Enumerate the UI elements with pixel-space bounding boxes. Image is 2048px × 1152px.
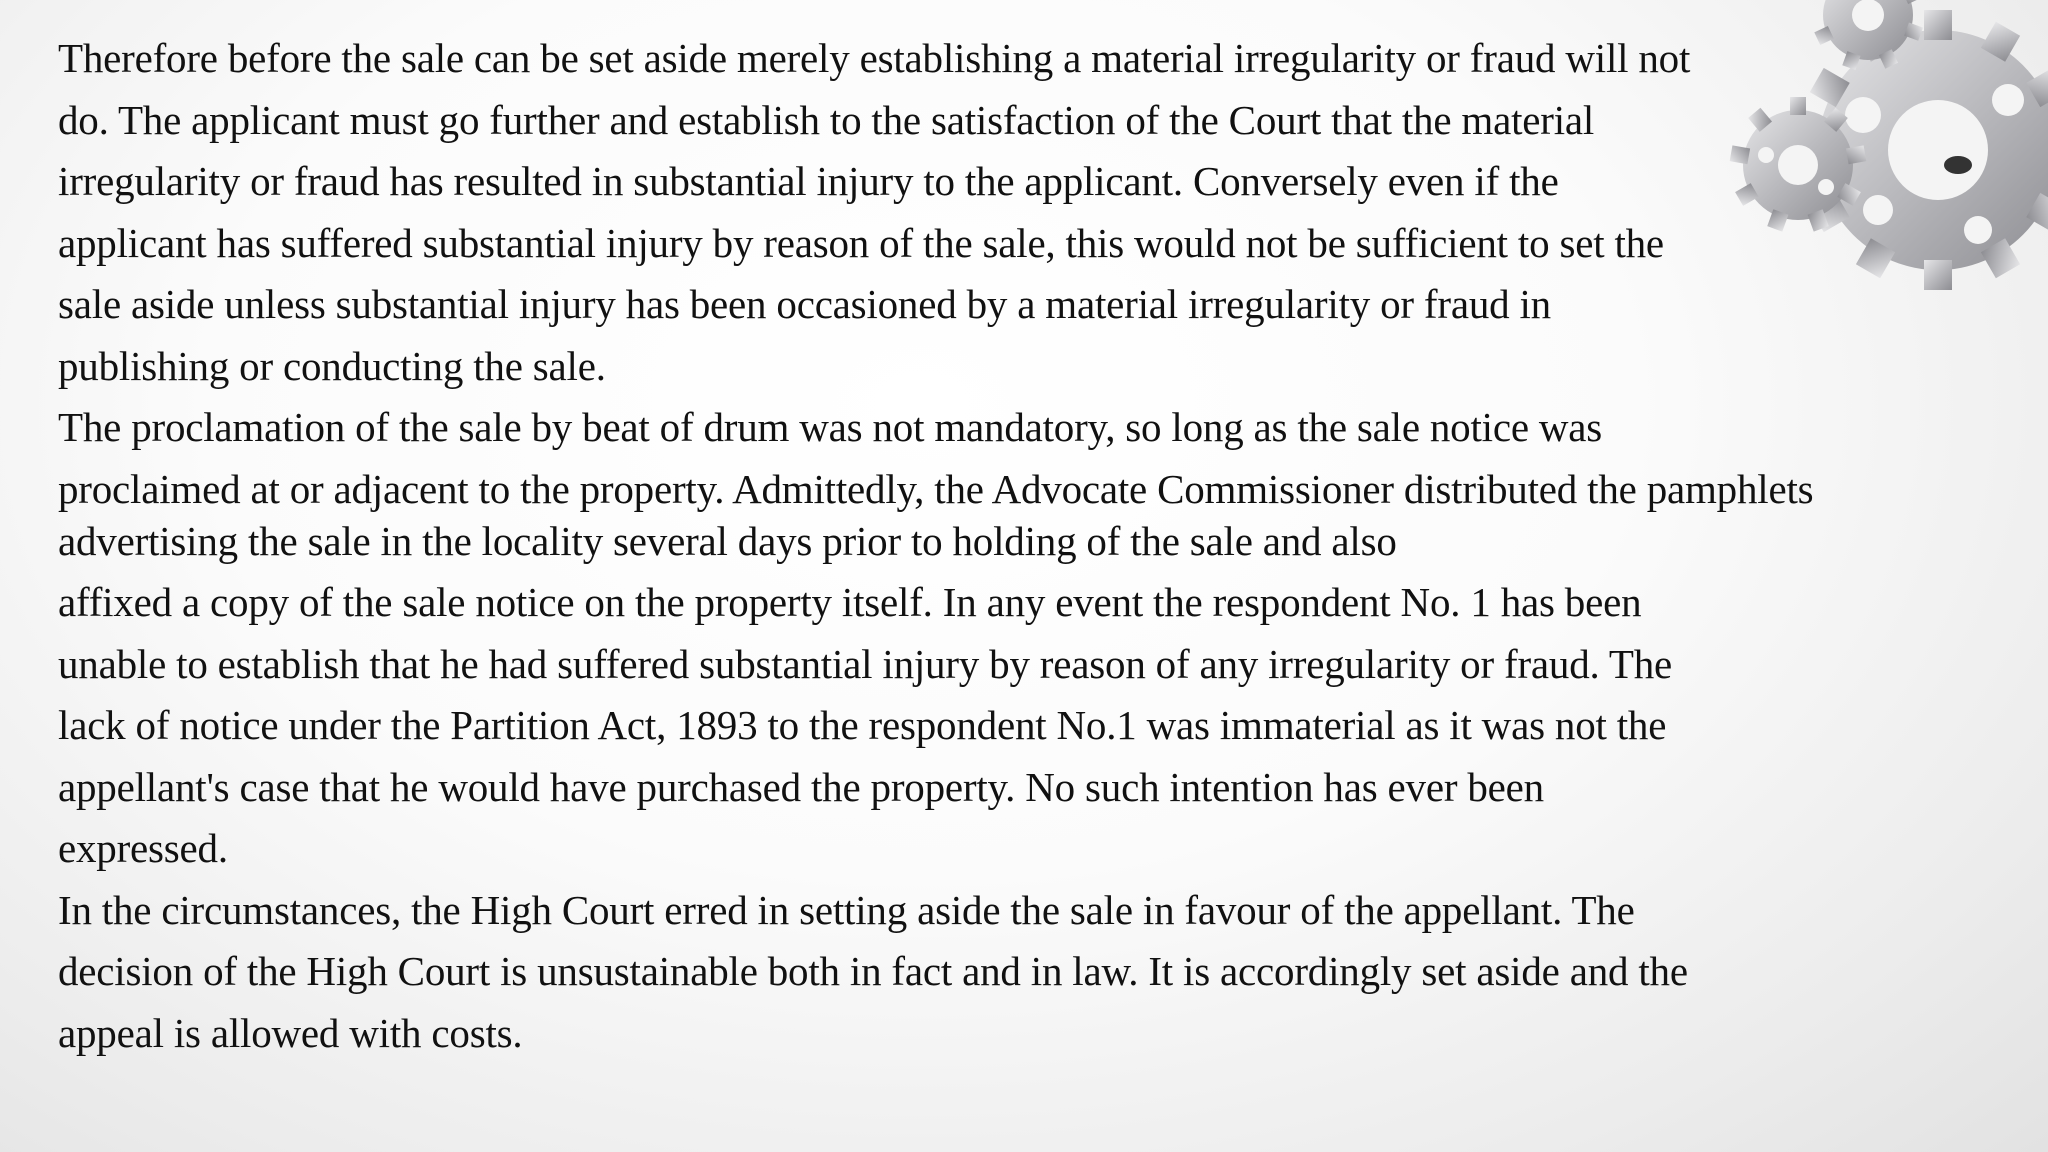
text-line: publishing or conducting the sale. <box>58 342 606 389</box>
text-line: affixed a copy of the sale notice on the property itself. In any event the respondent No. 1 has been <box>58 579 1642 625</box>
text-line: sale aside unless substantial injury has been occasioned by a material irregularity or fraud in <box>58 281 1551 327</box>
text-line: applicant has suffered substantial injury by reason of the sale, this would not be sufficient to set the <box>58 219 1664 266</box>
text-line: In the circumstances, the High Court erred in setting aside the sale in favour of the appellant. The <box>58 886 1635 933</box>
text-line: The proclamation of the sale by beat of drum was not mandatory, so long as the sale notice was <box>58 404 1603 450</box>
text-line: proclaimed at or adjacent to the property. Admittedly, the Advocate Commissioner distributed the pamphlets <box>58 465 1814 512</box>
text-line: appellant's case that he would have purchased the property. No such intention has ever been <box>58 763 1544 810</box>
text-line: lack of notice under the Partition Act, 1893 to the respondent No.1 was immaterial as it was not the <box>58 702 1667 748</box>
text-line: unable to establish that he had suffered substantial injury by reason of any irregularity or fraud. The <box>58 640 1672 687</box>
text-line: expressed. <box>58 825 228 871</box>
text-line: irregularity or fraud has resulted in substantial injury to the applicant. Conversely even if the <box>58 158 1559 204</box>
slide-body-text <box>58 28 1978 1064</box>
text-line: Therefore before the sale can be set aside merely establishing a material irregularity or fraud will not <box>58 35 1691 81</box>
text-line: advertising the sale in the locality several days prior to holding of the sale and also <box>58 518 1397 564</box>
text-line: decision of the High Court is unsustainable both in fact and in law. It is accordingly set aside and the <box>58 948 1688 994</box>
text-line: do. The applicant must go further and establish to the satisfaction of the Court that the material <box>58 96 1595 143</box>
text-line: appeal is allowed with costs. <box>58 1009 523 1056</box>
